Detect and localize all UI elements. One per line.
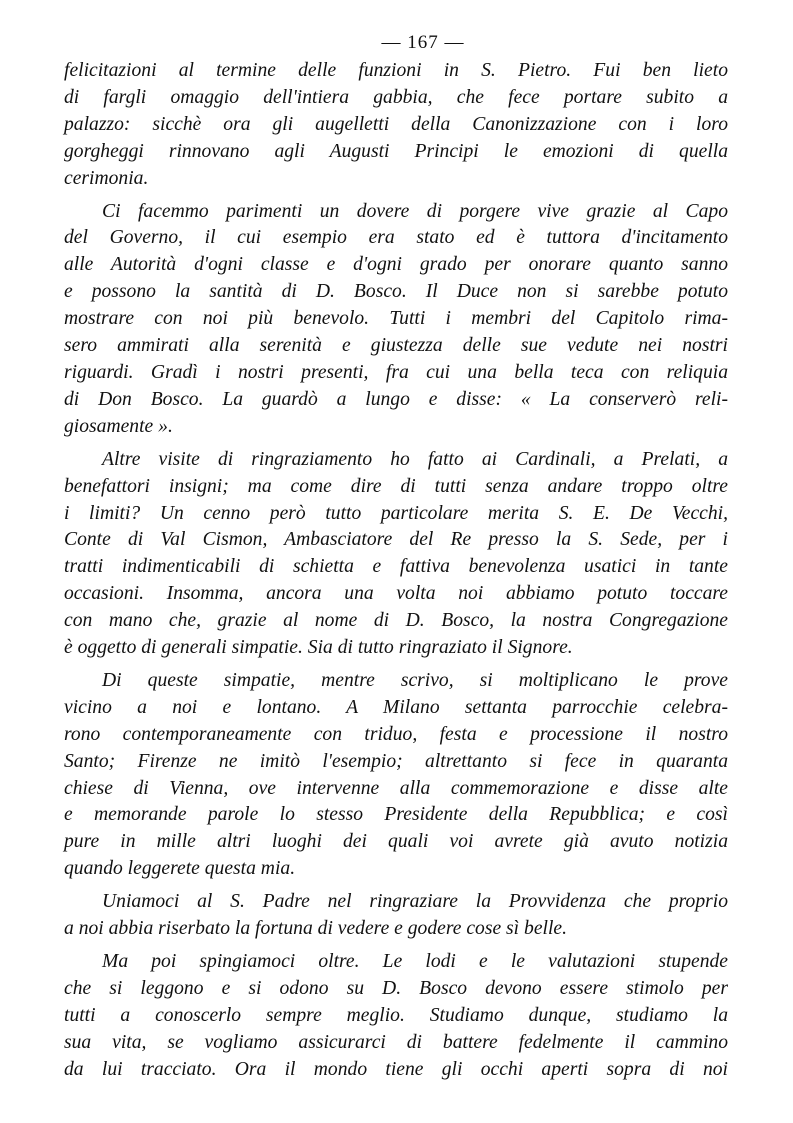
text-line: tutti a conoscerlo sempre meglio. Studiamo dunque, studiamo la bbox=[64, 1004, 728, 1026]
text-line: tratti indimenticabili di schietta e fattiva benevolenza usatici in tante bbox=[64, 556, 728, 578]
text-line: di fargli omaggio dell'intiera gabbia, che fece portare subito a bbox=[64, 86, 728, 108]
text-line: riguardi. Gradì i nostri presenti, fra cui una bella teca con reliquia bbox=[64, 361, 728, 383]
book-page bbox=[64, 28, 728, 1090]
text-line: palazzo: sicchè ora gli augelletti della Canonizzazione con i loro bbox=[64, 113, 728, 135]
text-line: chiese di Vienna, ove intervenne alla commemorazione e disse alte bbox=[64, 777, 728, 799]
text-line: cerimonia. bbox=[64, 167, 149, 189]
text-line: con mano che, grazie al nome di D. Bosco, la nostra Congregazione bbox=[64, 610, 728, 632]
text-line: i limiti? Un cenno però tutto particolare merita S. E. De Vecchi, bbox=[64, 502, 728, 524]
text-line: è oggetto di generali simpatie. Sia di tutto ringraziato il Signore. bbox=[64, 637, 573, 659]
text-line: Di queste simpatie, mentre scrivo, si moltiplicano le prove bbox=[102, 669, 728, 691]
text-line: benefattori insigni; ma come dire di tutti senza andare troppo oltre bbox=[64, 475, 728, 497]
text-line: e possono la santità di D. Bosco. Il Duce non si sarebbe potuto bbox=[64, 281, 728, 303]
paragraph bbox=[64, 668, 728, 883]
text-line: quando leggerete questa mia. bbox=[64, 858, 296, 880]
text-line: e memorande parole lo stesso Presidente della Repubblica; e così bbox=[64, 804, 728, 826]
paragraph bbox=[64, 889, 728, 943]
text-line: del Governo, il cui esempio era stato ed è tuttora d'incitamento bbox=[64, 227, 728, 249]
text-line: giosamente ». bbox=[64, 415, 173, 437]
text-line: a noi abbia riserbato la fortuna di vedere e godere cose sì belle. bbox=[64, 918, 567, 940]
text-line: mostrare con noi più benevolo. Tutti i membri del Capitolo rima- bbox=[64, 308, 728, 330]
text-line: sero ammirati alla serenità e giustezza delle sue vedute nei nostri bbox=[64, 335, 728, 357]
text-line: alle Autorità d'ogni classe e d'ogni grado per onorare quanto sanno bbox=[64, 254, 728, 276]
text-line: sua vita, se vogliamo assicurarci di battere fedelmente il cammino bbox=[64, 1031, 728, 1053]
text-line: occasioni. Insomma, ancora una volta noi abbiamo potuto toccare bbox=[64, 583, 728, 605]
paragraph bbox=[64, 58, 728, 193]
text-line: Uniamoci al S. Padre nel ringraziare la Provvidenza che proprio bbox=[102, 891, 728, 913]
text-line: felicitazioni al termine delle funzioni in S. Pietro. Fui ben lieto bbox=[64, 60, 728, 81]
text-line: gorgheggi rinnovano agli Augusti Principi le emozioni di quella bbox=[64, 140, 728, 162]
text-line: rono contemporaneamente con triduo, festa e processione il nostro bbox=[64, 723, 728, 745]
body-text bbox=[64, 58, 728, 1084]
text-line: vicino a noi e lontano. A Milano settanta parrocchie celebra- bbox=[64, 696, 728, 718]
text-line: da lui tracciato. Ora il mondo tiene gli occhi aperti sopra di noi bbox=[64, 1058, 728, 1080]
text-line: che si leggono e si odono su D. Bosco devono essere stimolo per bbox=[64, 977, 728, 999]
paragraph bbox=[64, 949, 728, 1084]
paragraph bbox=[64, 199, 728, 441]
text-line: Conte di Val Cismon, Ambasciatore del Re presso la S. Sede, per i bbox=[64, 529, 728, 551]
text-line: Altre visite di ringraziamento ho fatto ai Cardinali, a Prelati, a bbox=[102, 448, 728, 470]
text-line: Ci facemmo parimenti un dovere di porgere vive grazie al Capo bbox=[102, 200, 728, 222]
text-line: Santo; Firenze ne imitò l'esempio; altrettanto si fece in quaranta bbox=[64, 750, 728, 772]
text-line: di Don Bosco. La guardò a lungo e disse: « La conserverò reli- bbox=[64, 388, 728, 410]
page-number: — 167 — bbox=[381, 32, 465, 53]
text-line: pure in mille altri luoghi dei quali voi avrete già avuto notizia bbox=[64, 831, 728, 853]
text-line: Ma poi spingiamoci oltre. Le lodi e le valutazioni stupende bbox=[102, 951, 728, 972]
paragraph bbox=[64, 447, 728, 662]
